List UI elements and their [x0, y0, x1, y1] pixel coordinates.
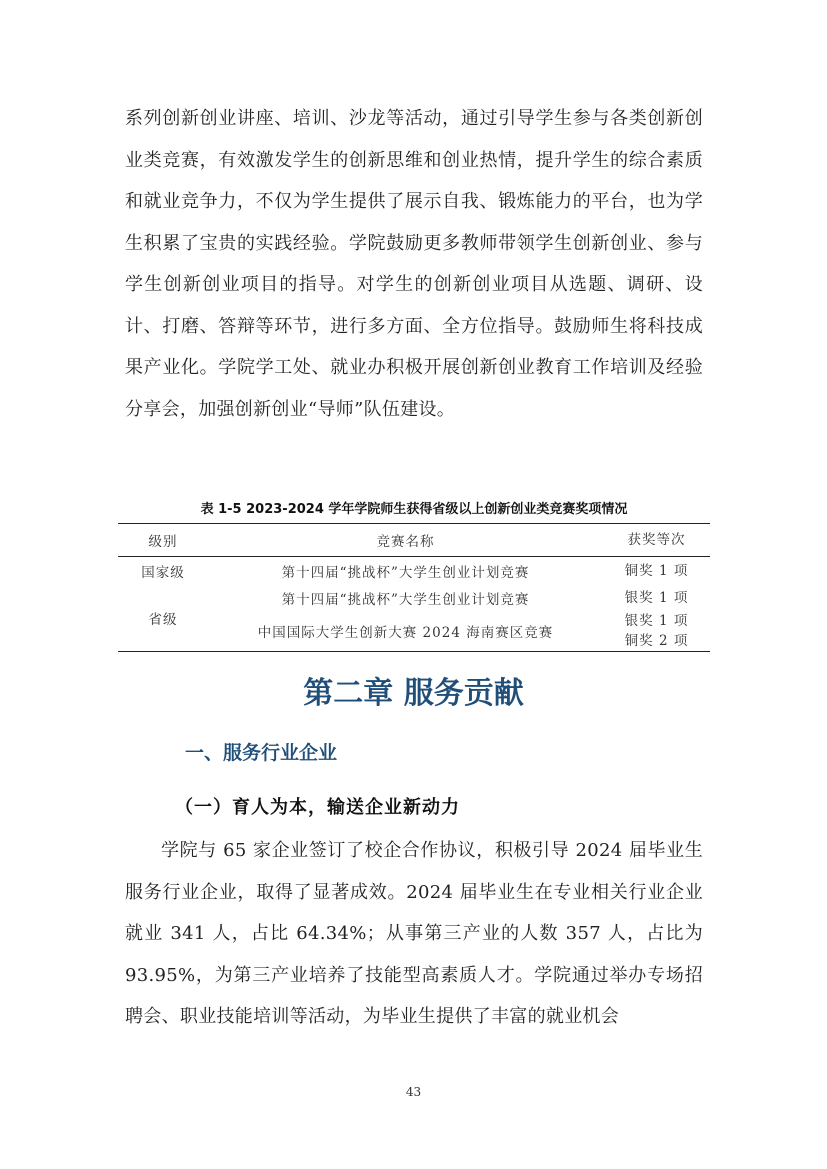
award-cell: 银奖 1 项 — [624, 589, 689, 606]
level-cell: 国家级 — [141, 564, 185, 581]
award-cell: 铜奖 1 项 — [624, 562, 689, 579]
award-line: 铜奖 2 项 — [624, 633, 689, 649]
body-paragraph: 学院与 65 家企业签订了校企合作协议，积极引导 2024 届毕业生服务行业企业，取得了显著成效。2024 届毕业生在专业相关行业企业就业 341 人，占比 64.34%；从事第三产业的人数 357 人，占比为 93.95%，为第三产业培养了技能型高素质人才。学院通过举办专场招聘会、职业技能培训等活动，为毕业生提供了丰富的就业机会 — [125, 840, 703, 1027]
section-title: 一、服务行业企业 — [185, 742, 338, 764]
competition-cell: 第十四届“挑战杯”大学生创业计划竞赛 — [281, 564, 530, 581]
chapter-title: 第二章 服务贡献 — [303, 676, 524, 711]
subsection-title: （一）育人为本，输送企业新动力 — [175, 797, 460, 818]
competition-cell: 中国国际大学生创新大赛 2024 海南赛区竞赛 — [257, 625, 554, 641]
table-caption: 表 1-5 2023-2024 学年学院师生获得省级以上创新创业类竞赛奖项情况 — [200, 502, 628, 517]
header-award: 获奖等次 — [627, 532, 686, 548]
table-row — [118, 557, 710, 585]
header-competition: 竞赛名称 — [376, 534, 435, 550]
intro-paragraph: 系列创新创业讲座、培训、沙龙等活动，通过引导学生参与各类创新创业类竞赛，有效激发学生的创新思维和创业热情，提升学生的综合素质和就业竞争力，不仅为学生提供了展示自我、锻炼能力的平台，也为学生积累了宝贵的实践经验。学院鼓励更多教师带领学生创新创业、参与学生创新创业项目的指导。对学生的创新创业项目从选题、调研、设计、打磨、答辩等环节，进行多方面、全方位指导。鼓励师生将科技成果产业化。学院学工处、就业办积极开展创新创业教育工作培训及经验分享会，加强创新创业“导师”队伍建设。 — [125, 108, 703, 420]
header-level: 级别 — [148, 534, 178, 550]
award-line: 银奖 1 项 — [624, 613, 689, 629]
award-cell — [603, 611, 710, 652]
awards-table — [118, 523, 710, 652]
table-row — [118, 584, 710, 611]
page-number: 43 — [405, 1085, 422, 1099]
table-header-row — [118, 524, 710, 557]
competition-cell: 第十四届“挑战杯”大学生创业计划竞赛 — [281, 591, 530, 608]
level-cell: 省级 — [148, 611, 178, 628]
